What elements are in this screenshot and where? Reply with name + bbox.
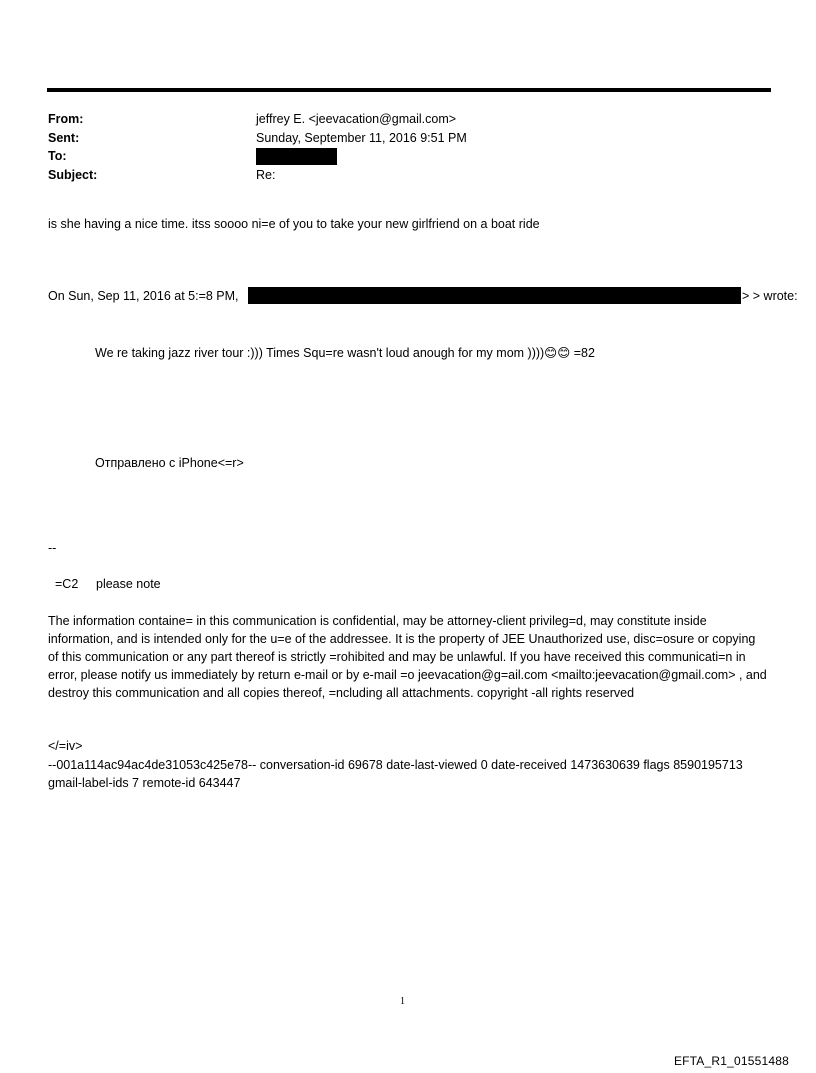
- disclaimer: The information containe= in this communication is confidential, may be attorney-client privileg=d, may constitute inside information, and is intended only for the u=e of the addressee. It is the property of JEE Unauthorized use, disc=osure or copying of this communication or any part thereof is strictly =rohibited and may be unlawful. If you have received this communicati=n in error, please notify us immediately by return e-mail or by e-mail =o jeevacation@g=ail.com <mailto:jeevacation@gmail.com> , and destroy this communication and all copies thereof, =ncluding all attachments. copyright -all rights reserved: [48, 614, 767, 700]
- to-redaction: [256, 148, 337, 165]
- from-label: From:: [48, 112, 84, 126]
- sent-value: Sunday, September 11, 2016 9:51 PM: [256, 130, 467, 145]
- subject-value: Re:: [256, 167, 276, 182]
- subject-label: Subject:: [48, 167, 98, 182]
- note-prefix: =C2: [55, 577, 79, 591]
- closing-tag: </=iv>: [48, 739, 83, 753]
- quote-intro-end: > > wrote:: [742, 289, 798, 303]
- from-row: [48, 110, 748, 129]
- page-number: 1: [400, 996, 405, 1007]
- quote-intro: [48, 287, 798, 305]
- sent-row: [48, 129, 748, 148]
- to-row: [48, 147, 748, 166]
- header-rule: [47, 88, 771, 92]
- email-header: [48, 110, 748, 184]
- sender-redaction: [248, 287, 741, 304]
- sent-label: Sent:: [48, 130, 80, 145]
- sent-from-iphone: Отправлено с iPhone<=r>: [95, 456, 244, 470]
- quoted-line: We re taking jazz river tour :))) Times Squ=re wasn't loud anough for my mom ))))😊😊 =82: [95, 346, 595, 360]
- metadata-line: --001a114ac94ac4de31053c425e78-- conversation-id 69678 date-last-viewed 0 date-received 1473630639 flags 8590195713 gmail-label-ids 7 remote-id 643447: [48, 758, 743, 790]
- quote-intro-start: On Sun, Sep 11, 2016 at 5:=8 PM,: [48, 289, 239, 303]
- reply-text: is she having a nice time. itss soooo ni=e of you to take your new girlfriend on a boat ride: [48, 217, 540, 231]
- from-value: jeffrey E. <jeevacation@gmail.com>: [256, 112, 457, 126]
- signature-dash: --: [48, 541, 57, 555]
- note-text: please note: [96, 577, 161, 591]
- bates-number: EFTA_R1_01551488: [673, 1054, 789, 1068]
- to-label: To:: [48, 149, 67, 163]
- subject-row: [48, 166, 748, 185]
